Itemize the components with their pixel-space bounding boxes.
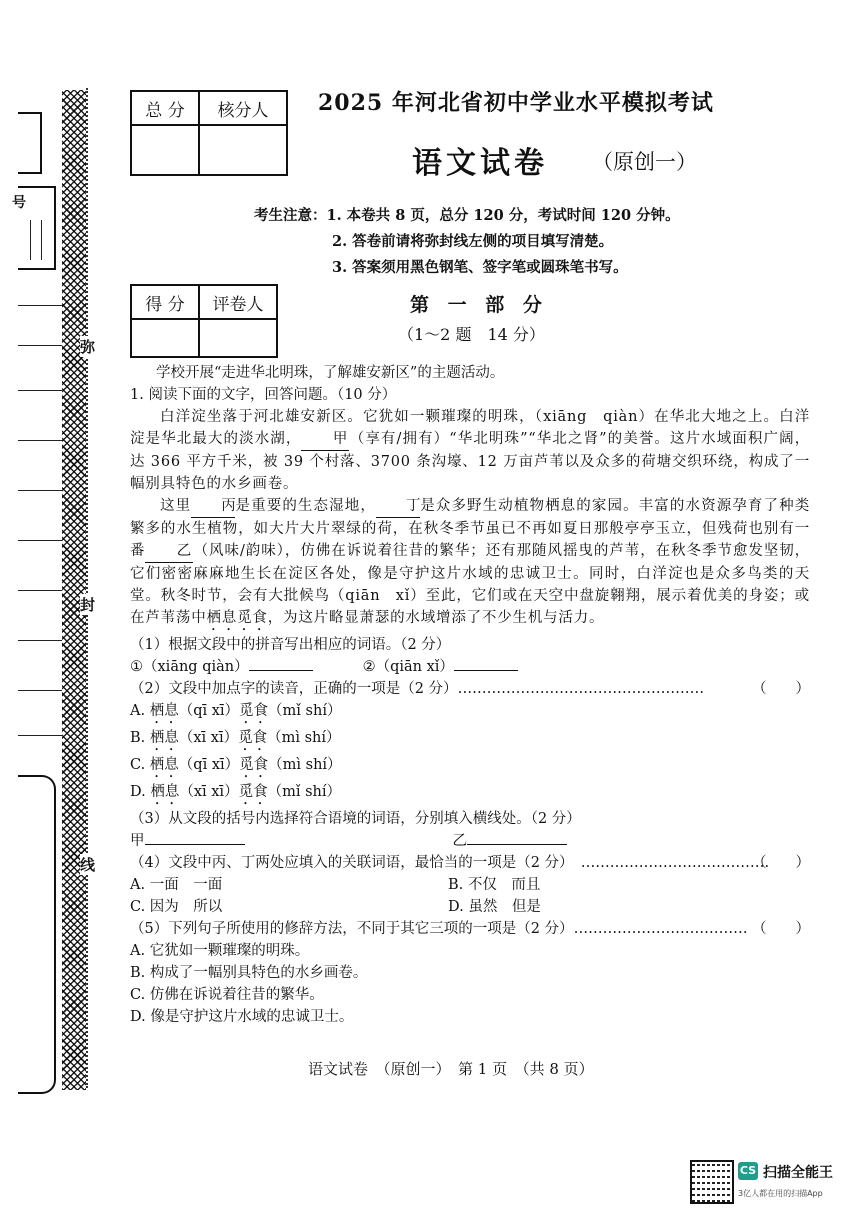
binding-line (18, 590, 62, 591)
leader-dots: ……………………………… (573, 921, 748, 937)
total-score-header: 总 分 (131, 91, 199, 125)
option-word: 觅食 (239, 703, 269, 719)
exam-title: 2025 年河北省初中学业水平模拟考试 (318, 90, 714, 116)
sub4-option-a[interactable]: A. 一面 一面 (130, 877, 223, 893)
binding-box-top (18, 112, 42, 174)
binding-line (18, 690, 62, 691)
option-word: 觅食 (238, 784, 268, 800)
scanner-tagline: 3亿人都在用的扫描App (738, 1189, 823, 1198)
seal-char-xian: 线 (80, 856, 96, 874)
seal-dotted-line (86, 88, 88, 1088)
sub1-a-label: ①（xiāng qiàn） (130, 659, 249, 675)
paper-subtitle: （原创一） (592, 150, 697, 174)
note-line: 3. 答案须用黑色钢笔、签字笔或圆珠笔书写。 (332, 259, 628, 276)
total-score-table (130, 90, 288, 176)
binding-line (18, 390, 62, 391)
option-pinyin: （qī xī） (178, 703, 240, 719)
grader-header: 评卷人 (199, 285, 277, 319)
option-pinyin: （mì shí） (268, 757, 342, 773)
blank-ding[interactable]: 丁 (376, 495, 420, 518)
sub3-a-label: 甲 (130, 833, 145, 849)
total-score-cell[interactable] (131, 125, 199, 175)
binding-line (18, 735, 62, 736)
scanner-badge: CS (738, 1162, 758, 1180)
option-word: 栖息 (149, 757, 179, 773)
checker-header: 核分人 (199, 91, 287, 125)
answer-blank[interactable] (467, 844, 567, 845)
binding-line (18, 305, 62, 306)
seal-char-feng: 封 (80, 596, 96, 614)
sub2-option-a[interactable] (130, 700, 810, 727)
sub1-stem: （1）根据文段中的拼音写出相应的词语。（2 分） (130, 637, 451, 653)
sub1-b-label: ②（qiān xǐ） (362, 659, 454, 675)
leader-dots: ………………………………… (566, 855, 770, 871)
note-line: 2. 答卷前请将弥封线左侧的项目填写清楚。 (332, 233, 614, 250)
sub4-options-row-2 (130, 896, 810, 918)
passage-text: 这里 (160, 498, 192, 514)
sub5-stem: （5）下列句子所使用的修辞方法，不同于其它三项的一项是（2 分） (130, 921, 574, 937)
option-pinyin: （qī xī） (178, 757, 240, 773)
answer-blank[interactable] (454, 670, 518, 671)
answer-paren[interactable]: （ ） (752, 921, 810, 937)
option-pinyin: （xī xī） (179, 784, 239, 800)
paper-title: 语文试卷 (412, 146, 548, 181)
passage-text: （风味/韵味），仿佛在诉说着往昔的繁华；还有那随风摇曳的芦苇，在秋冬季节愈发坚韧，它们密密麻麻地生长在淀区各处，像是守护这片水域的忠诚卫士。同时，白洋淀也是众多鸟类的天堂。秋冬时节，会有大批候鸟（qiān xǐ）至此，它们或在天空中盘旋翱翔，展示着优美的身姿；或在芦苇荡中 (130, 543, 810, 626)
passage-text: （享有/拥有）“华北明珠”“华北之肾”的美誉。这片水域面积广阔，达 366 平方千米，被 39 个村落、3700 条沟壕、12 万亩芦苇以及众多的荷塘交织环绕，构成了一幅别具特色的水乡画卷。 (130, 431, 810, 492)
blank-yi[interactable]: 乙 (145, 540, 193, 563)
sub3-answers (130, 830, 810, 852)
sub2-stem-row (130, 678, 810, 700)
grading-table (130, 284, 278, 358)
sub5-option-d[interactable]: D. 像是守护这片水域的忠诚卫士。 (130, 1009, 354, 1025)
binding-line (18, 440, 62, 441)
sub5-option-c[interactable]: C. 仿佛在诉说着往昔的繁华。 (130, 987, 324, 1003)
sub5-option-b[interactable]: B. 构成了一幅别具特色的水乡画卷。 (130, 965, 368, 981)
answer-blank[interactable] (249, 670, 313, 671)
binding-hatch (62, 90, 86, 1090)
option-letter: D. (130, 784, 151, 800)
scanner-name: 扫描全能王 (763, 1165, 833, 1181)
option-word: 栖息 (149, 703, 179, 719)
blank-bing[interactable]: 丙 (191, 495, 235, 518)
answer-paren[interactable]: （ ） (752, 855, 810, 871)
answer-paren[interactable]: （ ） (752, 681, 810, 697)
sub4-stem-row (130, 852, 810, 874)
score-cell[interactable] (131, 319, 199, 357)
option-word: 觅食 (238, 730, 268, 746)
dotted-word-qixi: 栖息 (206, 610, 238, 626)
binding-label: 号 (12, 195, 26, 211)
grader-cell[interactable] (199, 319, 277, 357)
sub4-stem: （4）文段中丙、丁两处应填入的关联词语，最恰当的一项是（2 分） (130, 855, 567, 871)
sub3-b-label: 乙 (452, 833, 467, 849)
answer-blank[interactable] (145, 844, 245, 845)
option-letter: B. (130, 730, 150, 746)
sub2-stem: （2）文段中加点字的读音，正确的一项是（2 分） (130, 681, 458, 697)
question-body (130, 362, 810, 1028)
passage-paragraph-2 (130, 495, 810, 634)
sub2-option-c[interactable] (130, 754, 810, 781)
passage-text: 白洋淀坐落于河北雄安新区。它犹如一颗璀璨的明珠，（xiāng qiàn）在华北大地之上。白洋淀是华北最大的淡水湖， (130, 409, 810, 447)
sub4-option-c[interactable]: C. 因为 所以 (130, 899, 223, 915)
binding-line (18, 540, 62, 541)
passage-paragraph-1 (130, 406, 810, 495)
dotted-word-mishi: 觅食 (237, 610, 268, 626)
score-header: 得 分 (131, 285, 199, 319)
activity-intro: 学校开展“走进华北明珠，了解雄安新区”的主题活动。 (156, 365, 505, 381)
option-pinyin: （mì shí） (267, 730, 341, 746)
option-letter: A. (130, 703, 150, 719)
option-word: 栖息 (149, 730, 179, 746)
part-subtitle: （1～2 题 14 分） (398, 325, 545, 344)
sub4-options-row-1 (130, 874, 810, 896)
passage-text: 是众多野生动植物栖息的家园。丰富的水资源孕育了种类繁多的水生植物，如大片大片翠绿的荷，在秋冬季节虽已不再如夏日那般亭亭玉立，但残荷也别有一番 (130, 498, 811, 559)
binding-seat-box (18, 775, 56, 1094)
sub5-option-a[interactable]: A. 它犹如一颗璀璨的明珠。 (130, 943, 310, 959)
sub1-answers (130, 656, 810, 678)
binding-line (18, 640, 62, 641)
sub4-option-d[interactable]: D. 虽然 但是 (448, 899, 541, 915)
passage-text: 是重要的生态湿地， (235, 498, 376, 514)
sub4-option-b[interactable]: B. 不仅 而且 (448, 877, 541, 893)
passage-text: ，为这片略显萧瑟的水域增添了不少生机与活力。 (267, 610, 605, 626)
note-line: 考生注意：1. 本卷共 8 页，总分 120 分，考试时间 120 分钟。 (254, 207, 680, 224)
part-title: 第 一 部 分 (410, 294, 548, 316)
seal-char-mi: 弥 (80, 338, 96, 356)
option-word: 栖息 (150, 784, 180, 800)
sub2-option-b[interactable] (130, 727, 810, 754)
option-word: 觅食 (239, 757, 269, 773)
qr-code-icon (690, 1160, 734, 1204)
sub3-stem: （3）从文段的括号内选择符合语境的词语，分别填入横线处。（2 分） (130, 811, 581, 827)
q1-stem: 1. 阅读下面的文字，回答问题。（10 分） (130, 387, 397, 403)
checker-cell[interactable] (199, 125, 287, 175)
binding-line (18, 490, 62, 491)
sub2-option-d[interactable] (130, 781, 810, 808)
blank-jia[interactable]: 甲 (301, 428, 349, 451)
binding-line (18, 345, 62, 346)
option-pinyin: （mǐ shí） (268, 703, 342, 719)
option-pinyin: （xī xī） (178, 730, 239, 746)
binding-lines (30, 220, 42, 260)
page-footer: 语文试卷 （原创一） 第 1 页 （共 8 页） (308, 1060, 594, 1078)
sub5-stem-row (130, 918, 810, 940)
option-letter: C. (130, 757, 150, 773)
leader-dots: …………………………………………… (457, 681, 705, 697)
candidate-notes (254, 203, 680, 281)
option-pinyin: （mǐ shí） (267, 784, 341, 800)
